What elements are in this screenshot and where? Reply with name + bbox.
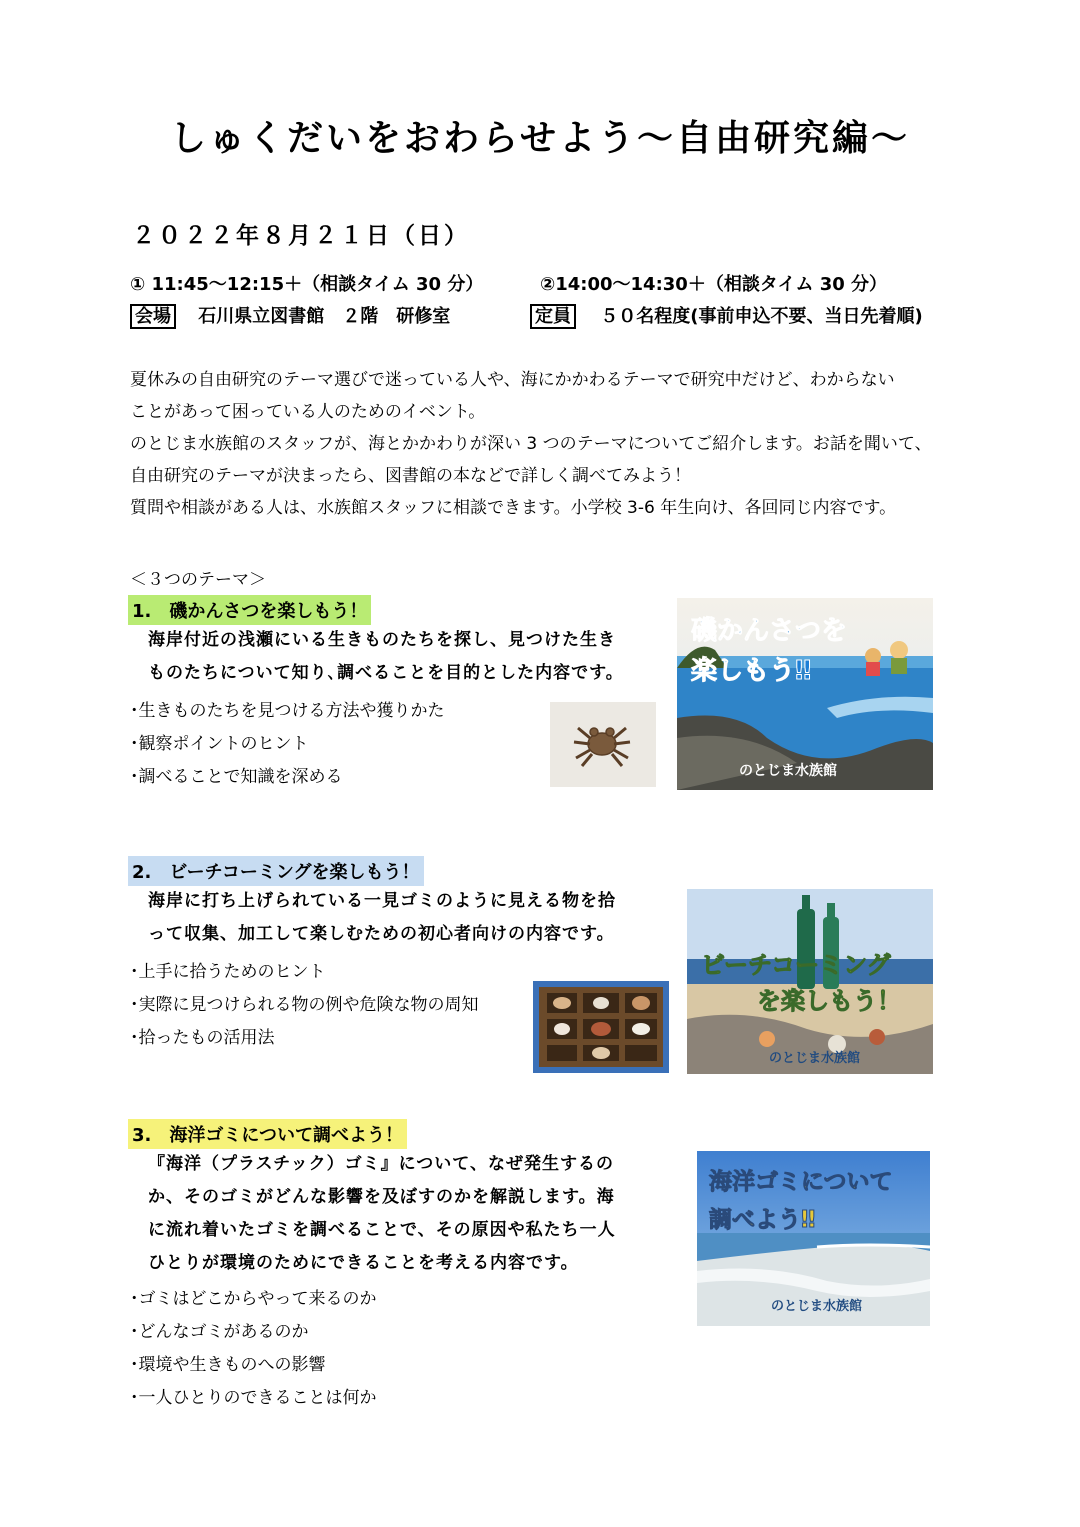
theme-1-bullet: ･観察ポイントのヒント (130, 734, 309, 754)
theme-2-bullet: ･上手に拾うためのヒント (130, 962, 326, 982)
event-date: ２０２２年８月２１日（日） (132, 223, 470, 249)
intro-line: ことがあって困っている人のためのイベント。 (130, 402, 486, 422)
theme-1-bullet: ･生きものたちを見つける方法や獲りかた (130, 701, 445, 721)
description-line: ものたちについて知り､調べることを目的とした内容です。 (148, 663, 624, 683)
theme-3-bullet: ･どんなゴミがあるのか (130, 1322, 309, 1342)
description-line: に流れ着いたゴミを調べることで、その原因や私たち一人 (148, 1220, 616, 1240)
page-title: しゅくだいをおわらせよう～自由研究編～ (170, 118, 910, 159)
shell-box-photo (533, 981, 669, 1073)
intro-line: 質問や相談がある人は、水族館スタッフに相談できます。小学校 3-6 年生向け、各回同じ内容です。 (130, 498, 897, 518)
description-line: 海岸付近の浅瀬にいる生きものたちを探し、見つけた生き (148, 630, 616, 650)
theme-2-banner (687, 889, 933, 1074)
theme-3-banner (697, 1151, 930, 1326)
themes-heading: ＜３つのテーマ＞ (130, 570, 266, 590)
theme-2-heading: 2. ビーチコーミングを楽しもう！ (128, 856, 424, 886)
theme-3-heading: 3. 海洋ゴミについて調べよう！ (128, 1119, 407, 1149)
banner-title-line: 磯かんさつを (691, 616, 848, 646)
session-2: ②14:00～14:30＋（相談タイム 30 分） (540, 274, 888, 295)
description-line: 『海洋（プラスチック）ゴミ』について、なぜ発生するの (148, 1154, 614, 1174)
theme-3-description (148, 1148, 616, 1280)
capacity-label: 定員 (530, 304, 576, 329)
theme-1-heading: 1. 磯かんさつを楽しもう！ (128, 595, 371, 625)
intro-paragraph (130, 364, 932, 524)
banner-title-line: を楽しもう！ (757, 987, 901, 1015)
theme-3-bullet: ･一人ひとりのできることは何か (130, 1388, 377, 1408)
theme-1-bullet: ･調べることで知識を深める (130, 767, 343, 787)
theme-2-bullet: ･拾ったもの活用法 (130, 1028, 275, 1048)
venue-value: 石川県立図書館 ２階 研修室 (198, 306, 451, 327)
theme-2-bullet: ･実際に見つけられる物の例や危険な物の周知 (130, 995, 479, 1015)
banner-title-line: 調べよう‼ (709, 1207, 816, 1233)
banner-logo: のとじま水族館 (771, 1299, 863, 1314)
banner-logo: のとじま水族館 (769, 1051, 861, 1066)
theme-1-description (148, 624, 624, 690)
theme-3-bullet: ･ゴミはどこからやって来るのか (130, 1289, 377, 1309)
description-line: って収集、加工して楽しむための初心者向けの内容です。 (148, 924, 615, 944)
banner-logo: のとじま水族館 (739, 763, 837, 779)
theme-1-banner (677, 598, 933, 790)
venue-label: 会場 (130, 304, 176, 329)
theme-2-description (148, 885, 616, 951)
description-line: 海岸に打ち上げられている一見ゴミのように見える物を拾 (148, 891, 616, 911)
session-1: ① 11:45～12:15＋（相談タイム 30 分） (130, 274, 484, 295)
description-line: ひとりが環境のためにできることを考える内容です。 (148, 1253, 579, 1273)
capacity-value: ５０名程度(事前申込不要、当日先着順) (600, 306, 923, 327)
intro-line: 自由研究のテーマが決まったら、図書館の本などで詳しく調べてみよう！ (130, 466, 691, 486)
description-line: か、そのゴミがどんな影響を及ぼすのかを解説します。海 (148, 1187, 615, 1207)
intro-line: 夏休みの自由研究のテーマ選びで迷っている人や、海にかかわるテーマで研究中だけど、わからない (130, 370, 895, 390)
venue-row (130, 302, 450, 328)
intro-line: のとじま水族館のスタッフが、海とかかわりが深い 3 つのテーマについてご紹介します。お話を聞いて、 (130, 434, 932, 454)
banner-title-line: 楽しもう‼ (691, 656, 812, 686)
capacity-row (530, 302, 923, 328)
crab-photo (550, 702, 656, 787)
theme-3-bullet: ･環境や生きものへの影響 (130, 1355, 326, 1375)
banner-title-line: 海洋ゴミについて (709, 1169, 893, 1195)
banner-title-line: ビーチコーミング (701, 951, 891, 979)
